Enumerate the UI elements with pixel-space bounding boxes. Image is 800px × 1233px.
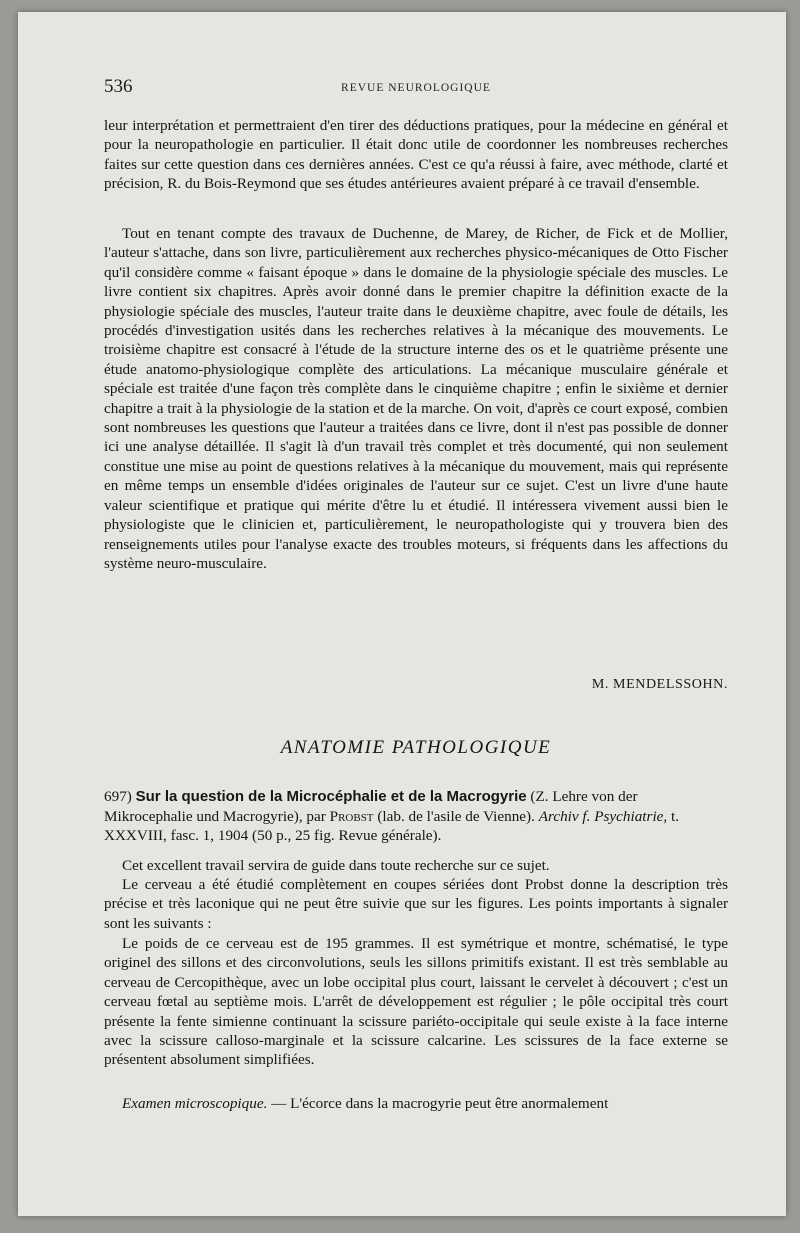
body-paragraph-4 [104, 1094, 728, 1113]
body-paragraph-4-text [104, 1094, 728, 1113]
exam-label: Examen microscopique. [122, 1095, 268, 1112]
exam-text: — L'écorce dans la macrogyrie peut être anormalement [271, 1095, 609, 1112]
entry-affiliation: (lab. de l'asile de Vienne). [377, 807, 535, 825]
body-paragraph-1 [104, 856, 728, 875]
entry-number: 697) [104, 788, 132, 805]
entry-title: Sur la question de la Microcéphalie et de la Macrogyrie [135, 788, 527, 805]
body-paragraph-1-text: Cet excellent travail servira de guide dans toute recherche sur ce sujet. [122, 857, 550, 874]
body-paragraph-3-text: Le poids de ce cerveau est de 195 grammes. Il est symétrique et montre, schématisé, le type originel des sillons et des circonvolutions, seuls les sillons primitifs existant. Il est très semblable au cerveau de Cercopithèque, avec un lobe occipital plus court, laissant le cervelet à découvert ; c'est un cerveau fœtal au septième mois. L'arrêt de développement est régulier ; le pôle occipital très court présente la fente simienne continuant la scissure pariéto-occipitale qui seule existe à la face interne avec la scissure calloso-marginale et la scissure calcarine. Les scissures de la face externe se présentent absolument simplifiées. [104, 935, 728, 1069]
entry-journal: Archiv f. Psychiatrie, [538, 807, 668, 825]
body-paragraph-2 [104, 875, 728, 933]
entry-author: Probst [329, 807, 374, 825]
running-head: REVUE NEUROLOGIQUE [341, 82, 491, 94]
section-title: ANATOMIE PATHOLOGIQUE [280, 737, 552, 758]
review-paragraph-1 [104, 116, 728, 194]
page-header [104, 76, 728, 102]
bibliographic-entry [104, 787, 728, 846]
scanned-page [18, 12, 786, 1216]
entry-citation: t. XXXVIII, fasc. 1, 1904 (50 p., 25 fig. Revue générale). [104, 807, 680, 844]
body-paragraph-2-text: Le cerveau a été étudié complètement en coupes sériées dont Probst donne la description très précise et très laconique qui ne peut être suivie que sur les figures. Les points importants à signaler sont les suivants : [104, 876, 728, 932]
review-paragraph-1-text: leur interprétation et permettraient d'en tirer des déductions pratiques, pour la médecine en général et pour la neuropathologie en particulier. Il était donc utile de coordonner les nombreuses recherches faites sur cette question dans ces dernières années. C'est ce qu'a réussi à faire, avec méthode, clarté et précision, R. du Bois-Reymond que ses études antérieures avaient préparé à ce travail d'ensemble. [104, 117, 728, 193]
review-paragraph-2 [104, 224, 728, 573]
review-signature: M. MENDELSSOHN. [591, 677, 728, 692]
entry-german-title: (Z. Lehre von der Mikrocephalie und Macrogyrie), par [104, 788, 638, 825]
body-paragraph-3 [104, 934, 728, 1070]
page-number: 536 [104, 76, 133, 97]
review-paragraph-2-text: Tout en tenant compte des travaux de Duchenne, de Marey, de Richer, de Fick et de Mollier, l'auteur s'attache, dans son livre, particulièrement aux recherches physico-mécaniques de Otto Fischer qu'il considère comme « faisant époque » dans le domaine de la physiologie spéciale des muscles. Le livre contient six chapitres. Après avoir donné dans le premier chapitre la définition exacte de la physiologie spéciale des muscles, l'auteur traite dans le deuxième chapitre, avec foule de détails, les procédés d'investigation usités dans les recherches relatives à la mécanique des mouvements. Le troisième chapitre est consacré à l'étude de la structure interne des os et le quatrième présente une étude anatomo-physiologique complète des articulations. La mécanique musculaire générale et spéciale est traitée d'une façon très complète dans le cinquième chapitre ; enfin le sixième et dernier chapitre a trait à la physiologie de la station et de la marche. On voit, d'après ce court exposé, combien sont nombreuses les questions que l'auteur a traitées dans ce livre, dont il n'est pas possible de donner ici une analyse détaillée. Il s'agit là d'un travail très complet et très documenté, qui non seulement constitue une mise au point de questions relatives à la mécanique du mouvement, mais qui représente en même temps un ensemble d'idées originales de l'auteur sur ce sujet. C'est un livre d'une haute valeur scientifique et pratique qui mérite d'être lu et étudié. Il intéressera vivement aussi bien le physiologiste que le clinicien et, particulièrement, le neuropathologiste qui y trouvera bien des renseignements utiles pour l'analyse exacte des troubles moteurs, si fréquents dans les affections du système neuro-musculaire. [104, 225, 728, 572]
